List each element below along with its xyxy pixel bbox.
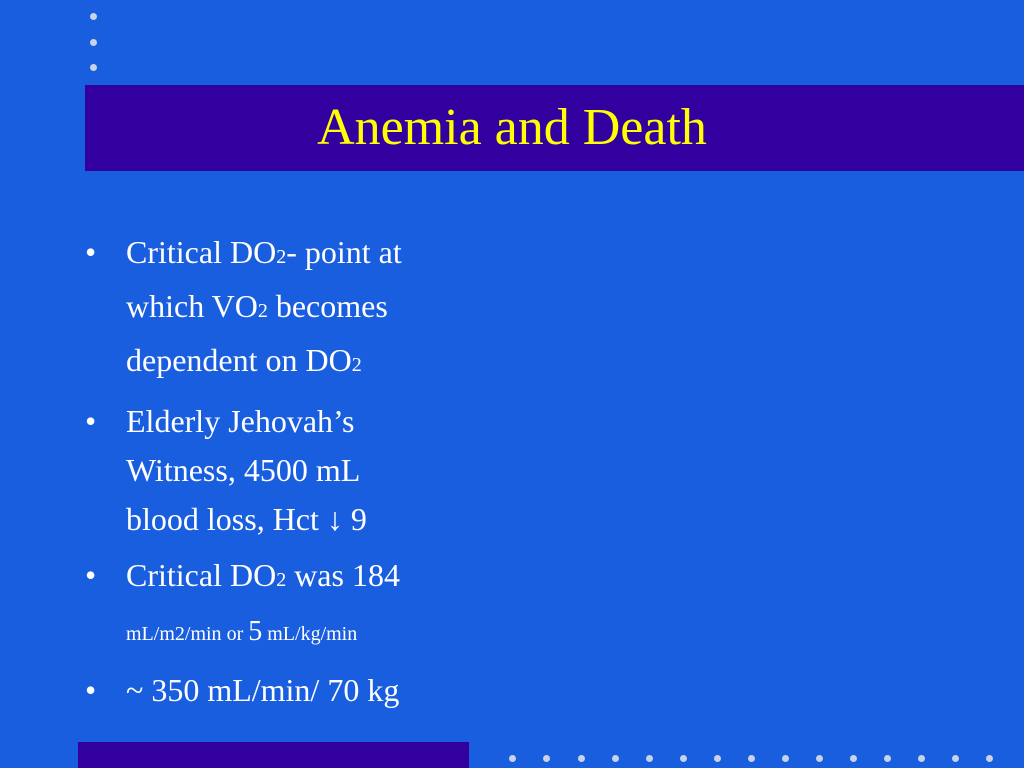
down-arrow-icon: ↓	[326, 501, 343, 537]
decorative-dot	[90, 39, 97, 46]
decorative-dot	[90, 64, 97, 71]
bullet-text: Witness, 4500 mL	[126, 452, 361, 488]
subscript: 2	[276, 569, 287, 591]
bullet-text-small: mL/m2/min	[126, 623, 222, 645]
decorative-dot	[850, 755, 857, 762]
decorative-dot	[714, 755, 721, 762]
decorative-dot	[578, 755, 585, 762]
bullet-item-critical-do2	[85, 228, 505, 390]
bullet-item-jehovahs-witness	[85, 397, 505, 544]
decorative-dot	[646, 755, 653, 762]
decorative-dot	[543, 755, 550, 762]
decorative-dot	[884, 755, 891, 762]
bullet-text: Critical DO	[126, 234, 277, 270]
decorative-dot	[782, 755, 789, 762]
bullet-text: - point at	[286, 234, 402, 270]
decorative-dot	[612, 755, 619, 762]
bullet-text: was 184	[286, 557, 400, 593]
bullet-text-small: mL/kg/min	[262, 623, 358, 645]
subscript: 2	[276, 246, 287, 268]
decorative-dot	[986, 755, 993, 762]
bullet-list	[85, 228, 505, 722]
bullet-text: dependent on DO	[126, 342, 352, 378]
bullet-item-critical-do2-value	[85, 551, 505, 659]
decorative-dot	[748, 755, 755, 762]
bullet-item-per-kg	[85, 666, 505, 715]
subscript: 2	[351, 354, 362, 376]
bottom-bar	[78, 742, 469, 768]
slide-title: Anemia and Death	[317, 99, 707, 156]
subscript: 2	[257, 300, 268, 322]
bullet-text: Critical DO	[126, 557, 277, 593]
decorative-dot	[952, 755, 959, 762]
bullet-text: 5	[248, 616, 263, 647]
decorative-dot	[90, 13, 97, 20]
bullet-text: blood loss, Hct	[126, 501, 327, 537]
bullet-text-small: or	[221, 623, 249, 645]
decorative-dot	[680, 755, 687, 762]
bullet-text: Elderly Jehovah’s	[126, 403, 355, 439]
bullet-text: ~ 350 mL/min/ 70 kg	[126, 672, 400, 708]
decorative-dot	[509, 755, 516, 762]
bullet-text: becomes	[267, 288, 388, 324]
decorative-dot	[816, 755, 823, 762]
bullet-text: which VO	[126, 288, 258, 324]
bullet-text: 9	[342, 501, 367, 537]
title-bar	[85, 85, 1024, 171]
decorative-dot	[918, 755, 925, 762]
